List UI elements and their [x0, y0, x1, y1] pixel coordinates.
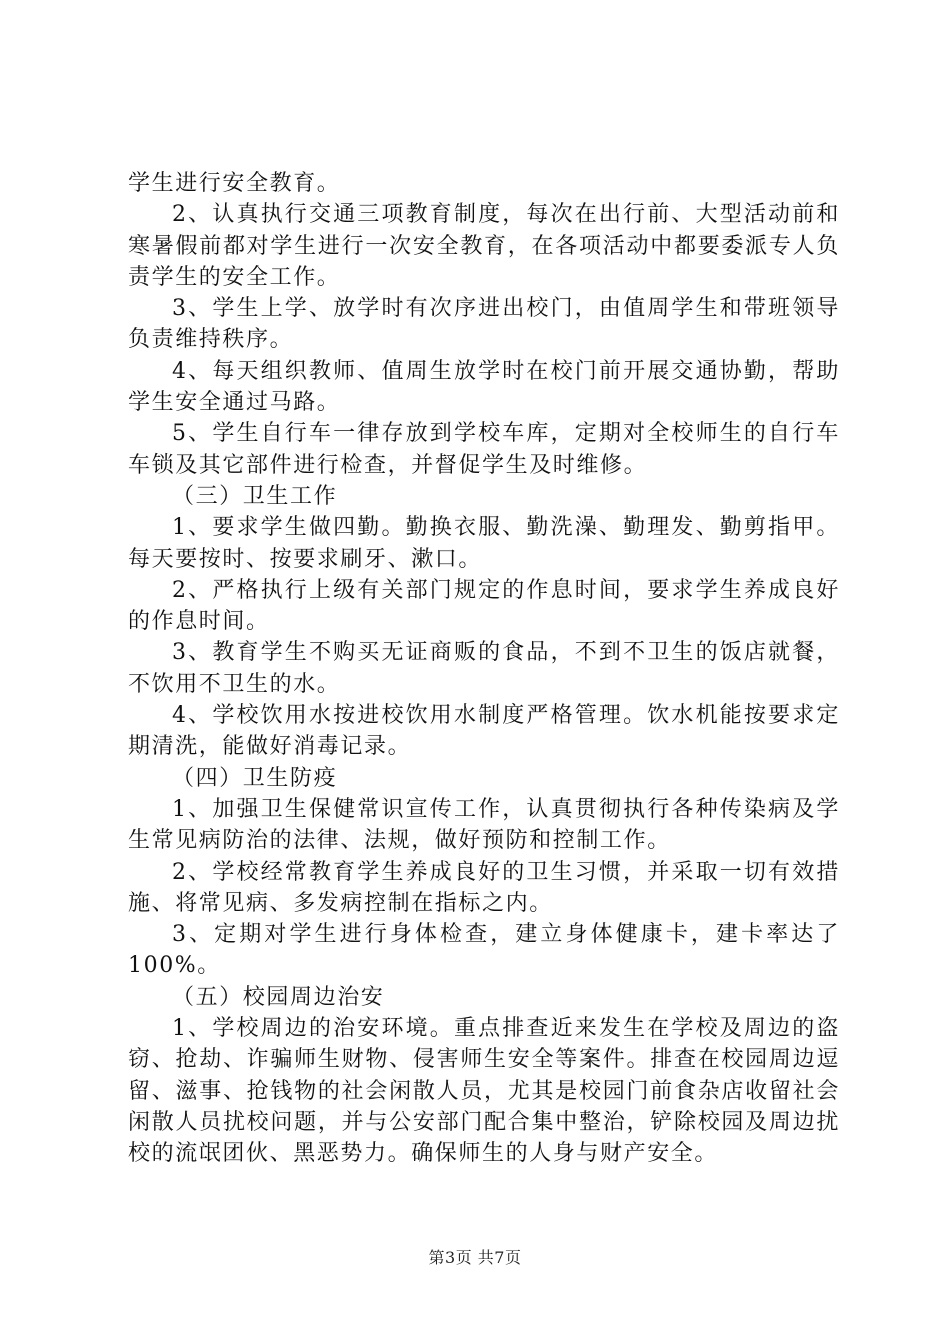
paragraph: 2、学校经常教育学生养成良好的卫生习惯，并采取一切有效措施、将常见病、多发病控制在指标之内。	[128, 859, 840, 916]
paragraph: 3、定期对学生进行身体检查，建立身体健康卡，建卡率达了100%。	[128, 922, 840, 979]
paragraph: 3、教育学生不购买无证商贩的食品，不到不卫生的饭店就餐，不饮用不卫生的水。	[128, 640, 840, 697]
paragraph: 1、要求学生做四勤。勤换衣服、勤洗澡、勤理发、勤剪指甲。每天要按时、按要求刷牙、漱口。	[128, 515, 840, 572]
section-heading: （五）校园周边治安	[172, 984, 385, 1010]
paragraph: 5、学生自行车一律存放到学校车库，定期对全校师生的自行车车锁及其它部件进行检查，并督促学生及时维修。	[128, 421, 840, 478]
paragraph: 1、学校周边的治安环境。重点排查近来发生在学校及周边的盗窃、抢劫、诈骗师生财物、侵害师生安全等案件。排查在校园周边逗留、滋事、抢钱物的社会闲散人员，尤其是校园门前食杂店收留社会闲散人员扰校问题，并与公安部门配合集中整治，铲除校园及周边扰校的流氓团伙、黑恶势力。确保师生的人身与财产安全。	[128, 1016, 840, 1167]
paragraph: 3、学生上学、放学时有次序进出校门，由值周学生和带班领导负责维持秩序。	[128, 296, 840, 353]
paragraph: 学生进行安全教育。	[128, 171, 341, 196]
paragraph: 4、每天组织教师、值周生放学时在校门前开展交通协勤，帮助学生安全通过马路。	[128, 358, 840, 416]
page-footer	[0, 1245, 950, 1268]
paragraph: 1、加强卫生保健常识宣传工作，认真贯彻执行各种传染病及学生常见病防治的法律、法规，做好预防和控制工作。	[128, 796, 840, 854]
section-heading: （三）卫生工作	[172, 483, 338, 509]
document-body	[128, 168, 840, 1170]
paragraph: 2、认真执行交通三项教育制度，每次在出行前、大型活动前和寒暑假前都对学生进行一次安全教育，在各项活动中都要委派专人负责学生的安全工作。	[128, 202, 840, 290]
paragraph: 4、学校饮用水按进校饮用水制度严格管理。饮水机能按要求定期清洗，能做好消毒记录。	[128, 703, 840, 760]
paragraph: 2、严格执行上级有关部门规定的作息时间，要求学生养成良好的作息时间。	[128, 577, 840, 635]
section-heading: （四）卫生防疫	[172, 765, 338, 791]
page-number-label: 第3页 共7页	[428, 1248, 522, 1267]
